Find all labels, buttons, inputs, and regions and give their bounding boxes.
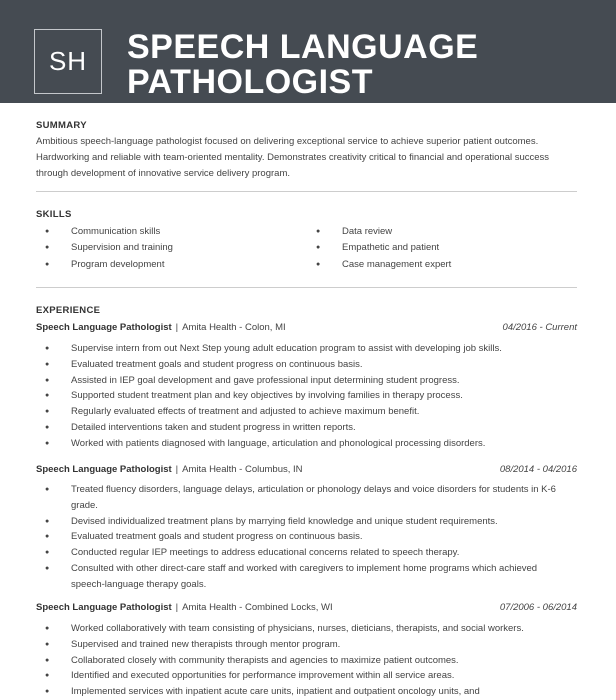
skill-item: ● Communication skills [71,224,173,240]
bullet-icon: ● [316,244,321,252]
skills-heading: SKILLS [36,209,72,220]
skills-list-right [316,224,452,273]
bullet-icon: ● [45,392,50,400]
job-duties-list [45,621,571,700]
name-line-1: SPEECH LANGUAGE [127,28,479,66]
name-line-2: PATHOLOGIST [127,63,374,101]
bullet-icon: ● [45,549,50,557]
duty-item: ● Regularly evaluated effects of treatment and adjusted to achieve maximum benefit. [71,404,571,420]
duty-item: ● Evaluated treatment goals and student progress on continuous basis. [71,529,571,545]
duty-item: ● Supervise intern from out Next Step young adult education program to assist with developing job skills. [71,341,571,357]
skill-item: ● Data review [342,224,451,240]
bullet-icon: ● [45,260,50,268]
bullet-icon: ● [45,688,50,696]
job-separator: | [175,602,179,613]
job-employer: Amita Health - Colon, MI [182,322,286,333]
bullet-icon: ● [45,439,50,447]
job-title: Speech Language Pathologist [36,464,172,475]
bullet-icon: ● [45,345,50,352]
skill-item: ● Case management expert [342,257,451,273]
bullet-icon: ● [316,228,321,235]
duty-item: ● Conducted regular IEP meetings to address educational concerns related to speech therapy. [71,545,571,561]
duty-item: ● Devised individualized treatment plans by marrying field knowledge and unique student requirements. [71,514,571,530]
bullet-icon: ● [45,423,50,431]
job-employer: Amita Health - Combined Locks, WI [182,602,333,613]
duty-item: ● Detailed interventions taken and student progress in written reports. [71,420,571,436]
job-duties-list [45,341,571,452]
duty-item: ● Supported student treatment plan and key objectives by involving families in therapy process. [71,388,571,404]
summary-heading: SUMMARY [36,120,87,131]
summary-text: Ambitious speech-language pathologist focused on delivering exceptional service to achieve superior patient outcomes. Hardworking and reliable with team-oriented mentality. Demonstrates creativity critical to financial and operational success through development of innovative service delivery program. [36,136,550,179]
bullet-icon: ● [45,672,50,680]
duty-item: ● Assisted in IEP goal development and gave professional input determining student progress. [71,373,571,389]
bullet-icon: ● [45,244,50,252]
candidate-name [127,30,597,100]
duty-item: ● Treated fluency disorders, language delays, articulation or phonology delays and voice disorders for students in K-6 grade. [45,484,556,511]
job-header [36,464,577,475]
bullet-icon: ● [45,408,50,416]
duty-item: ● Consulted with other direct-care staff and worked with caregivers to implement home programs which achieved speech-language therapy goals. [45,562,538,590]
summary-divider [36,191,577,192]
bullet-icon: ● [45,656,50,664]
bullet-icon: ● [45,625,50,632]
skill-item: ● Empathetic and patient [342,240,451,256]
bullet-icon: ● [45,640,50,648]
bullet-icon: ● [45,486,50,493]
duty-item: ● Supervised and trained new therapists through mentor program. [71,637,571,653]
job-separator: | [175,464,179,475]
bullet-icon: ● [45,564,50,572]
duty-item: ● Collaborated closely with community therapists and agencies to maximize patient outcomes. [71,653,571,669]
job-dates: 04/2016 - Current [502,322,577,333]
resume-header [0,0,616,103]
bullet-icon: ● [45,360,50,368]
bullet-icon: ● [45,517,50,525]
skills-list-left [45,224,173,273]
bullet-icon: ● [45,228,50,235]
bullet-icon: ● [45,533,50,541]
initials-monogram: SH [34,29,102,94]
job-dates: 08/2014 - 04/2016 [499,464,577,475]
bullet-icon: ● [316,260,321,268]
job-separator: | [175,322,179,333]
skill-item: ● Program development [71,257,173,273]
job-title: Speech Language Pathologist [36,322,172,333]
duty-item: ● Evaluated treatment goals and student progress on continuous basis. [71,357,571,373]
job-duties-list [45,482,571,593]
job-title: Speech Language Pathologist [36,602,172,613]
job-header [36,602,577,613]
duty-item: ● Implemented services with inpatient acute care units, inpatient and outpatient oncology units, and [71,684,571,700]
skills-divider [36,287,577,288]
experience-heading: EXPERIENCE [36,305,101,316]
skill-item: ● Supervision and training [71,240,173,256]
job-header [36,322,577,333]
duty-item: ● Worked with patients diagnosed with language, articulation and phonological processing disorders. [71,436,571,452]
duty-item: ● Identified and executed opportunities for performance improvement within all service areas. [71,668,571,684]
job-dates: 07/2006 - 06/2014 [499,602,577,613]
duty-item: ● Worked collaboratively with team consisting of physicians, nurses, dieticians, therapists, and social workers. [71,621,571,637]
job-employer: Amita Health - Columbus, IN [182,464,303,475]
bullet-icon: ● [45,376,50,384]
